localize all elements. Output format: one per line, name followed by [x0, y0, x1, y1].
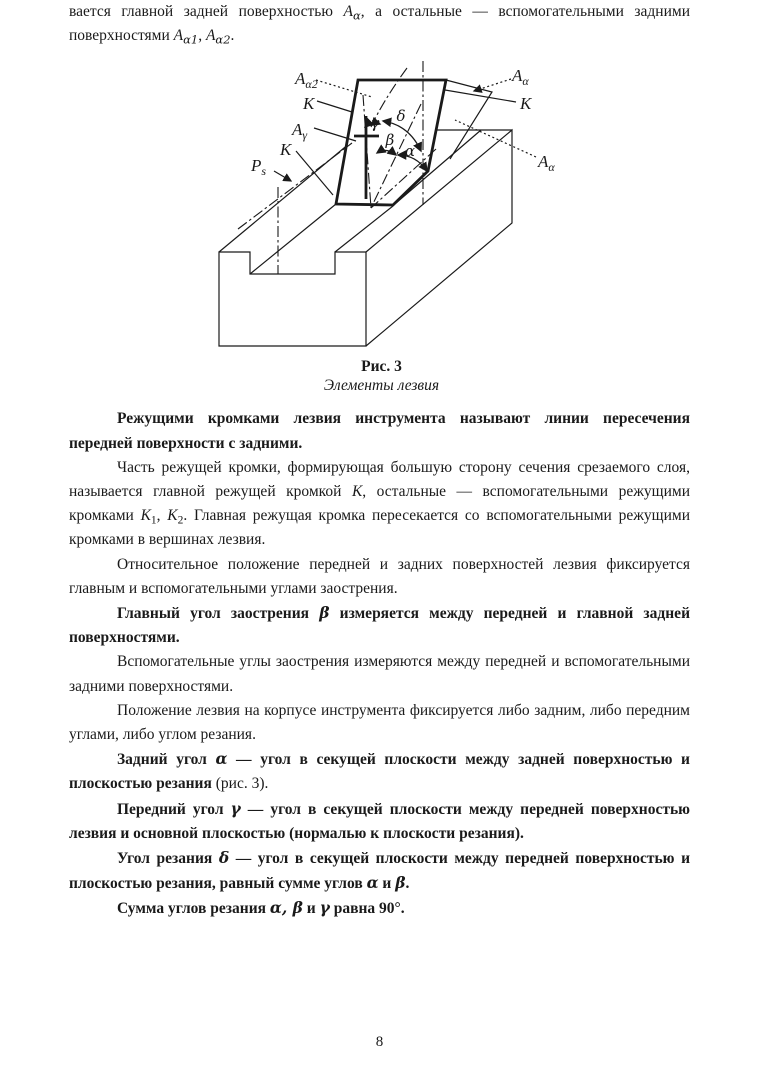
paragraph: Относительное положение передней и задних поверхностей лезвия фиксируется главным и вспомогательными углами заострения. — [69, 555, 690, 597]
paragraph: Передний угол γ — угол в секущей плоскости между передней поверхностью лезвия и основной плоскостью (нормалью к плоскости резания). — [69, 798, 690, 842]
paragraph-intro: вается главной задней поверхностью $A_\alpha$, а остальные — вспомогательными задними поверхностями $A_{\alpha 1}$, $A_{\alpha 2}$. — [69, 3, 690, 47]
paragraph: Положение лезвия на корпусе инструмента фиксируется либо задним, либо передним углами, либо углом резания. — [69, 701, 690, 744]
page-number: 8 — [375, 1034, 384, 1050]
figure-caption-number: Рис. 3 — [361, 358, 402, 376]
paragraph: Задний угол α — угол в секущей плоскости между задней поверхностью и плоскостью резания (рис. 3). — [69, 749, 690, 793]
label-a-alpha-lower-right: $A_\alpha$ — [538, 152, 555, 175]
label-angle-gamma: γ — [370, 114, 380, 133]
paragraph: Главный угол заострения β измеряется между передней и главной задней поверхностями. — [69, 603, 690, 647]
label-angle-delta: δ — [396, 107, 406, 126]
label-k-lower-left: K — [280, 140, 292, 160]
label-angle-beta: β — [385, 131, 395, 150]
paragraph: Угол резания δ — угол в секущей плоскости между передней поверхностью и плоскостью резания, равный сумме углов α и β. — [69, 848, 690, 893]
paragraph: Режущими кромками лезвия инструмента называют линии пересечения передней поверхности с задними. — [69, 410, 690, 452]
paragraph: Часть режущей кромки, формирующая большую сторону сечения срезаемого слоя, называется главной режущей кромкой К, остальные — вспомогательными режущими кромками $К_1$, $К_2$. Главная режущая кромка пересекается со вспомогательными режущими кромками в вершинах лезвия. — [69, 458, 691, 549]
label-p-s: $P_s$ — [251, 156, 267, 179]
body-text — [69, 407, 690, 921]
figure-caption-title: Элементы лезвия — [323, 377, 440, 395]
figure-3-diagram — [0, 52, 763, 355]
label-a-gamma: $A_\gamma$ — [292, 120, 308, 143]
paragraph: Сумма углов резания α, β и γ равна 90°. — [117, 898, 405, 918]
label-k-upper-left: K — [303, 94, 315, 114]
figure-3 — [0, 52, 763, 395]
label-a-alpha2: $A_{\alpha 2}$ — [295, 69, 318, 92]
label-a-alpha-top-right: $A_\alpha$ — [512, 66, 529, 89]
paragraph: Вспомогательные углы заострения измеряются между передней и вспомогательными задними поверхностями. — [69, 653, 690, 695]
label-angle-alpha: α — [404, 142, 416, 161]
label-k-right: K — [520, 94, 532, 114]
